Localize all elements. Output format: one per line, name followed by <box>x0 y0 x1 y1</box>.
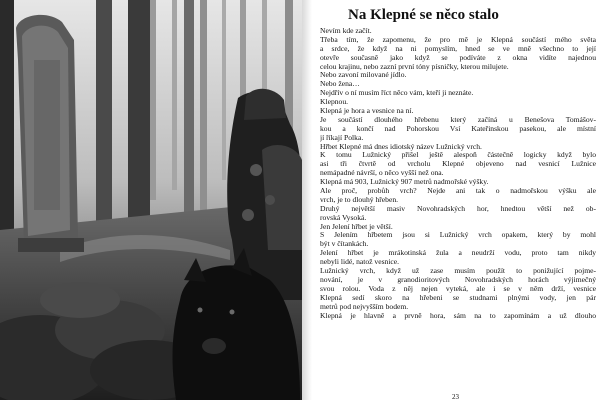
text-line: svou rolou. Voda z něj nejen vyteká, ale i se v něm drží, vesnice <box>320 284 596 293</box>
text-line: Klepná sedí skoro na hřebeni se studnami plnými vody, jen pár <box>320 293 596 302</box>
text-line: Hřbet Klepné má dnes idiotský název Lužnický vrch. <box>320 142 482 151</box>
text-line: Lužnický vrch, když už zase musím použít to ponižující pojme- <box>320 267 596 276</box>
text-line: Nebo zavoní milované jídlo. <box>320 71 407 80</box>
text-line: vrch, je to dlouhý hřeben. <box>320 195 399 204</box>
chapter-page <box>318 0 596 400</box>
text-line: metrů pod nejvyšším bodem. <box>320 302 409 311</box>
text-line: Nevím kde začít. <box>320 27 372 35</box>
text-line: Ale proč, probůh vrch? Nejde ani tak o nadmořskou výšku ale <box>320 187 596 196</box>
text-line: asi tři čtvrtě od vrcholu Klepné objeveno nad vesnicí Lužnice <box>320 160 596 169</box>
text-line: nebyli lidé, natož vesnice. <box>320 258 400 267</box>
text-line: a srdce, že když na ni pomyslím, hned se ve mně všechno to její <box>320 44 596 53</box>
text-line: být v čítankách. <box>320 240 369 249</box>
text-line: Je součástí dlouhého hřebenu který začíná u Benešova Tomášov- <box>320 115 596 124</box>
text-line: Druhý největší masiv Novohradských hor, hnedtou větší než ob- <box>320 204 596 213</box>
text-line: celou krajinu, nebo zazní první tóny písničky, kterou milujete. <box>320 62 509 71</box>
text-line: K tomu Lužnický přišel ještě alespoň částečně logicky když bylo <box>320 151 596 160</box>
book-gutter <box>302 0 312 400</box>
text-line: kou a končí nad Pohorskou Vsí Kateřinskou pasekou, ale místní <box>320 124 596 133</box>
chapter-title: Na Klepné se něco stalo <box>348 7 499 23</box>
text-line: Jelení hřbet je mrákotinská žula a neudrží vodu, proto tam nikdy <box>320 249 596 258</box>
text-line: Klepná má 903, Lužnický 907 metrů nadmořské výšky. <box>320 178 489 187</box>
text-line: jí říkají Polka. <box>320 133 364 142</box>
text-line: Klepnou. <box>320 98 349 107</box>
text-line: Klepná je hlavně a prvně hora, sám na to zapomínám a už dlouho <box>320 311 596 320</box>
text-line: Nebo žena… <box>320 80 360 89</box>
text-line: nování, je v granodioritových Novohradských horách výjimečný <box>320 275 596 284</box>
text-line: Klepná je hora a vesnice na ní. <box>320 107 414 116</box>
text-line: S Jelením hřbetem jsou si Lužnický vrch opakem, který by mohl <box>320 231 596 240</box>
text-line: Jen Jelení hřbet je větší. <box>320 222 393 231</box>
chapter-body <box>320 27 596 320</box>
text-line: rovská Vysoká. <box>320 213 367 222</box>
text-line: Třeba tím, že zapomenu, že pro mě je Klepná součástí mého světa <box>320 35 596 44</box>
page-number: 23 <box>452 393 459 400</box>
text-line: nemápadné návrší, o něco vyšší než ona. <box>320 169 444 178</box>
text-line: otevře současně jako když se podíváte z okna vidíte najednou <box>320 53 596 62</box>
text-line: Nejdřív o ní musím říct něco vám, kteří ji neznáte. <box>320 89 474 98</box>
